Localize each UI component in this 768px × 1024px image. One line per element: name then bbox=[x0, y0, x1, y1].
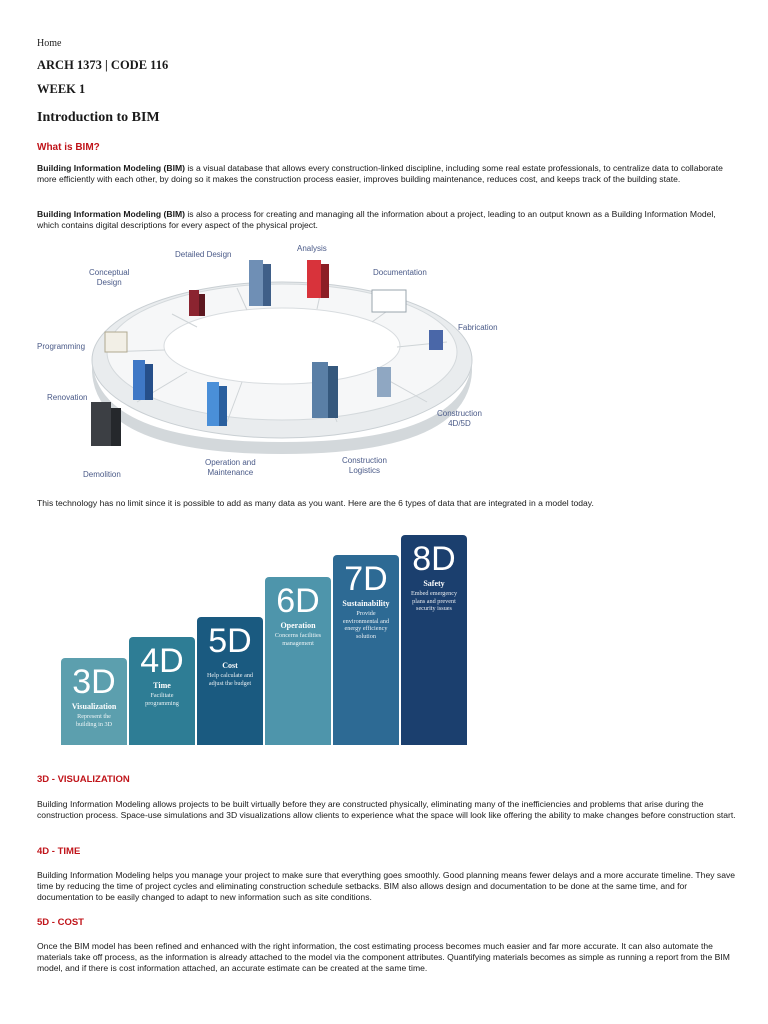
bim-definition-paragraph bbox=[37, 163, 737, 185]
cost-heading: 5D - COST bbox=[37, 917, 84, 928]
time-heading: 4D - TIME bbox=[37, 846, 81, 857]
label-construction-logistics: Construction Logistics bbox=[342, 456, 387, 475]
bim-definition-text: is a visual database that allows every construction-linked discipline, including some real estate professionals, to centralize data to collaborate more efficiently with each other, by doing so it makes the construction process easier, improves building maintenance, reduces cost, and keeps track of the building state. bbox=[37, 163, 723, 185]
page-title: Introduction to BIM bbox=[37, 110, 160, 125]
cost-paragraph: Once the BIM model has been refined and enhanced with the right information, the cost estimating process becomes much easier and far more accurate. It can also automate the materials take off process, as the information is already attached to the model via the component attributes. Quantifying materials becomes as simple as running a report from the BIM model, and if there is cost information attached, an accurate estimate can be created at the same time. bbox=[37, 941, 730, 974]
label-programming: Programming bbox=[37, 342, 86, 351]
label-renovation: Renovation bbox=[47, 393, 88, 402]
label-conceptual-design: Conceptual Design bbox=[89, 268, 130, 287]
step-5d: 5D Cost Help calculate and adjust the budget bbox=[197, 617, 263, 745]
label-fabrication: Fabrication bbox=[458, 323, 498, 332]
label-demolition: Demolition bbox=[83, 470, 121, 479]
step-8d: 8D Safety Embed emergency plans and prevent security issues bbox=[401, 535, 467, 745]
bim-process-text: is also a process for creating and managing all the information about a project, leading to an output known as a Building Information Model, which contains digital descriptions for every aspect of the physical project. bbox=[37, 209, 716, 231]
label-operation-maintenance: Operation and Maintenance bbox=[205, 458, 256, 477]
bim-term: Building Information Modeling (BIM) bbox=[37, 209, 185, 219]
visualization-heading: 3D - VISUALIZATION bbox=[37, 774, 130, 785]
time-paragraph: Building Information Modeling helps you manage your project to make sure that everything goes smoothly. Good planning means fewer delays and a more accurate timeline. They save time by reducing the time of project cycles and eliminating construction schedule setbacks. BIM also allows design and documentation to be done at the same time, and for documentation to be easily changed to adapt to new information such as site conditions. bbox=[37, 870, 736, 903]
bim-process-paragraph bbox=[37, 209, 737, 231]
label-construction-4d-5d: Construction 4D/5D bbox=[437, 409, 482, 428]
bim-term: Building Information Modeling (BIM) bbox=[37, 163, 185, 173]
data-types-intro: This technology has no limit since it is possible to add as many data as you want. Here are the 6 types of data that are integrated in a model today. bbox=[37, 498, 594, 508]
breadcrumb[interactable]: Home bbox=[37, 38, 62, 49]
label-detailed-design: Detailed Design bbox=[175, 250, 232, 259]
visualization-paragraph: Building Information Modeling allows projects to be built virtually before they are constructed physically, eliminating many of the inefficiencies and problems that arise during the construction process. Space-use simulations and 3D visualizations allow clients to experience what the space will look like offering the ability to make changes before construction start. bbox=[37, 799, 736, 821]
bim-dimensions-chart bbox=[61, 530, 501, 745]
what-is-bim-heading: What is BIM? bbox=[37, 142, 100, 153]
course-code: ARCH 1373 | CODE 116 bbox=[37, 58, 169, 72]
step-6d: 6D Operation Concerns facilities management bbox=[265, 577, 331, 745]
step-7d: 7D Sustainability Provide environmental and energy efficiency solution bbox=[333, 555, 399, 745]
step-3d: 3D Visualization Represent the building in 3D bbox=[61, 658, 127, 745]
step-4d: 4D Time Facilitate programming bbox=[129, 637, 195, 745]
label-analysis: Analysis bbox=[297, 244, 327, 253]
label-documentation: Documentation bbox=[373, 268, 427, 277]
week-label: WEEK 1 bbox=[37, 82, 86, 96]
bim-lifecycle-diagram bbox=[37, 242, 507, 487]
